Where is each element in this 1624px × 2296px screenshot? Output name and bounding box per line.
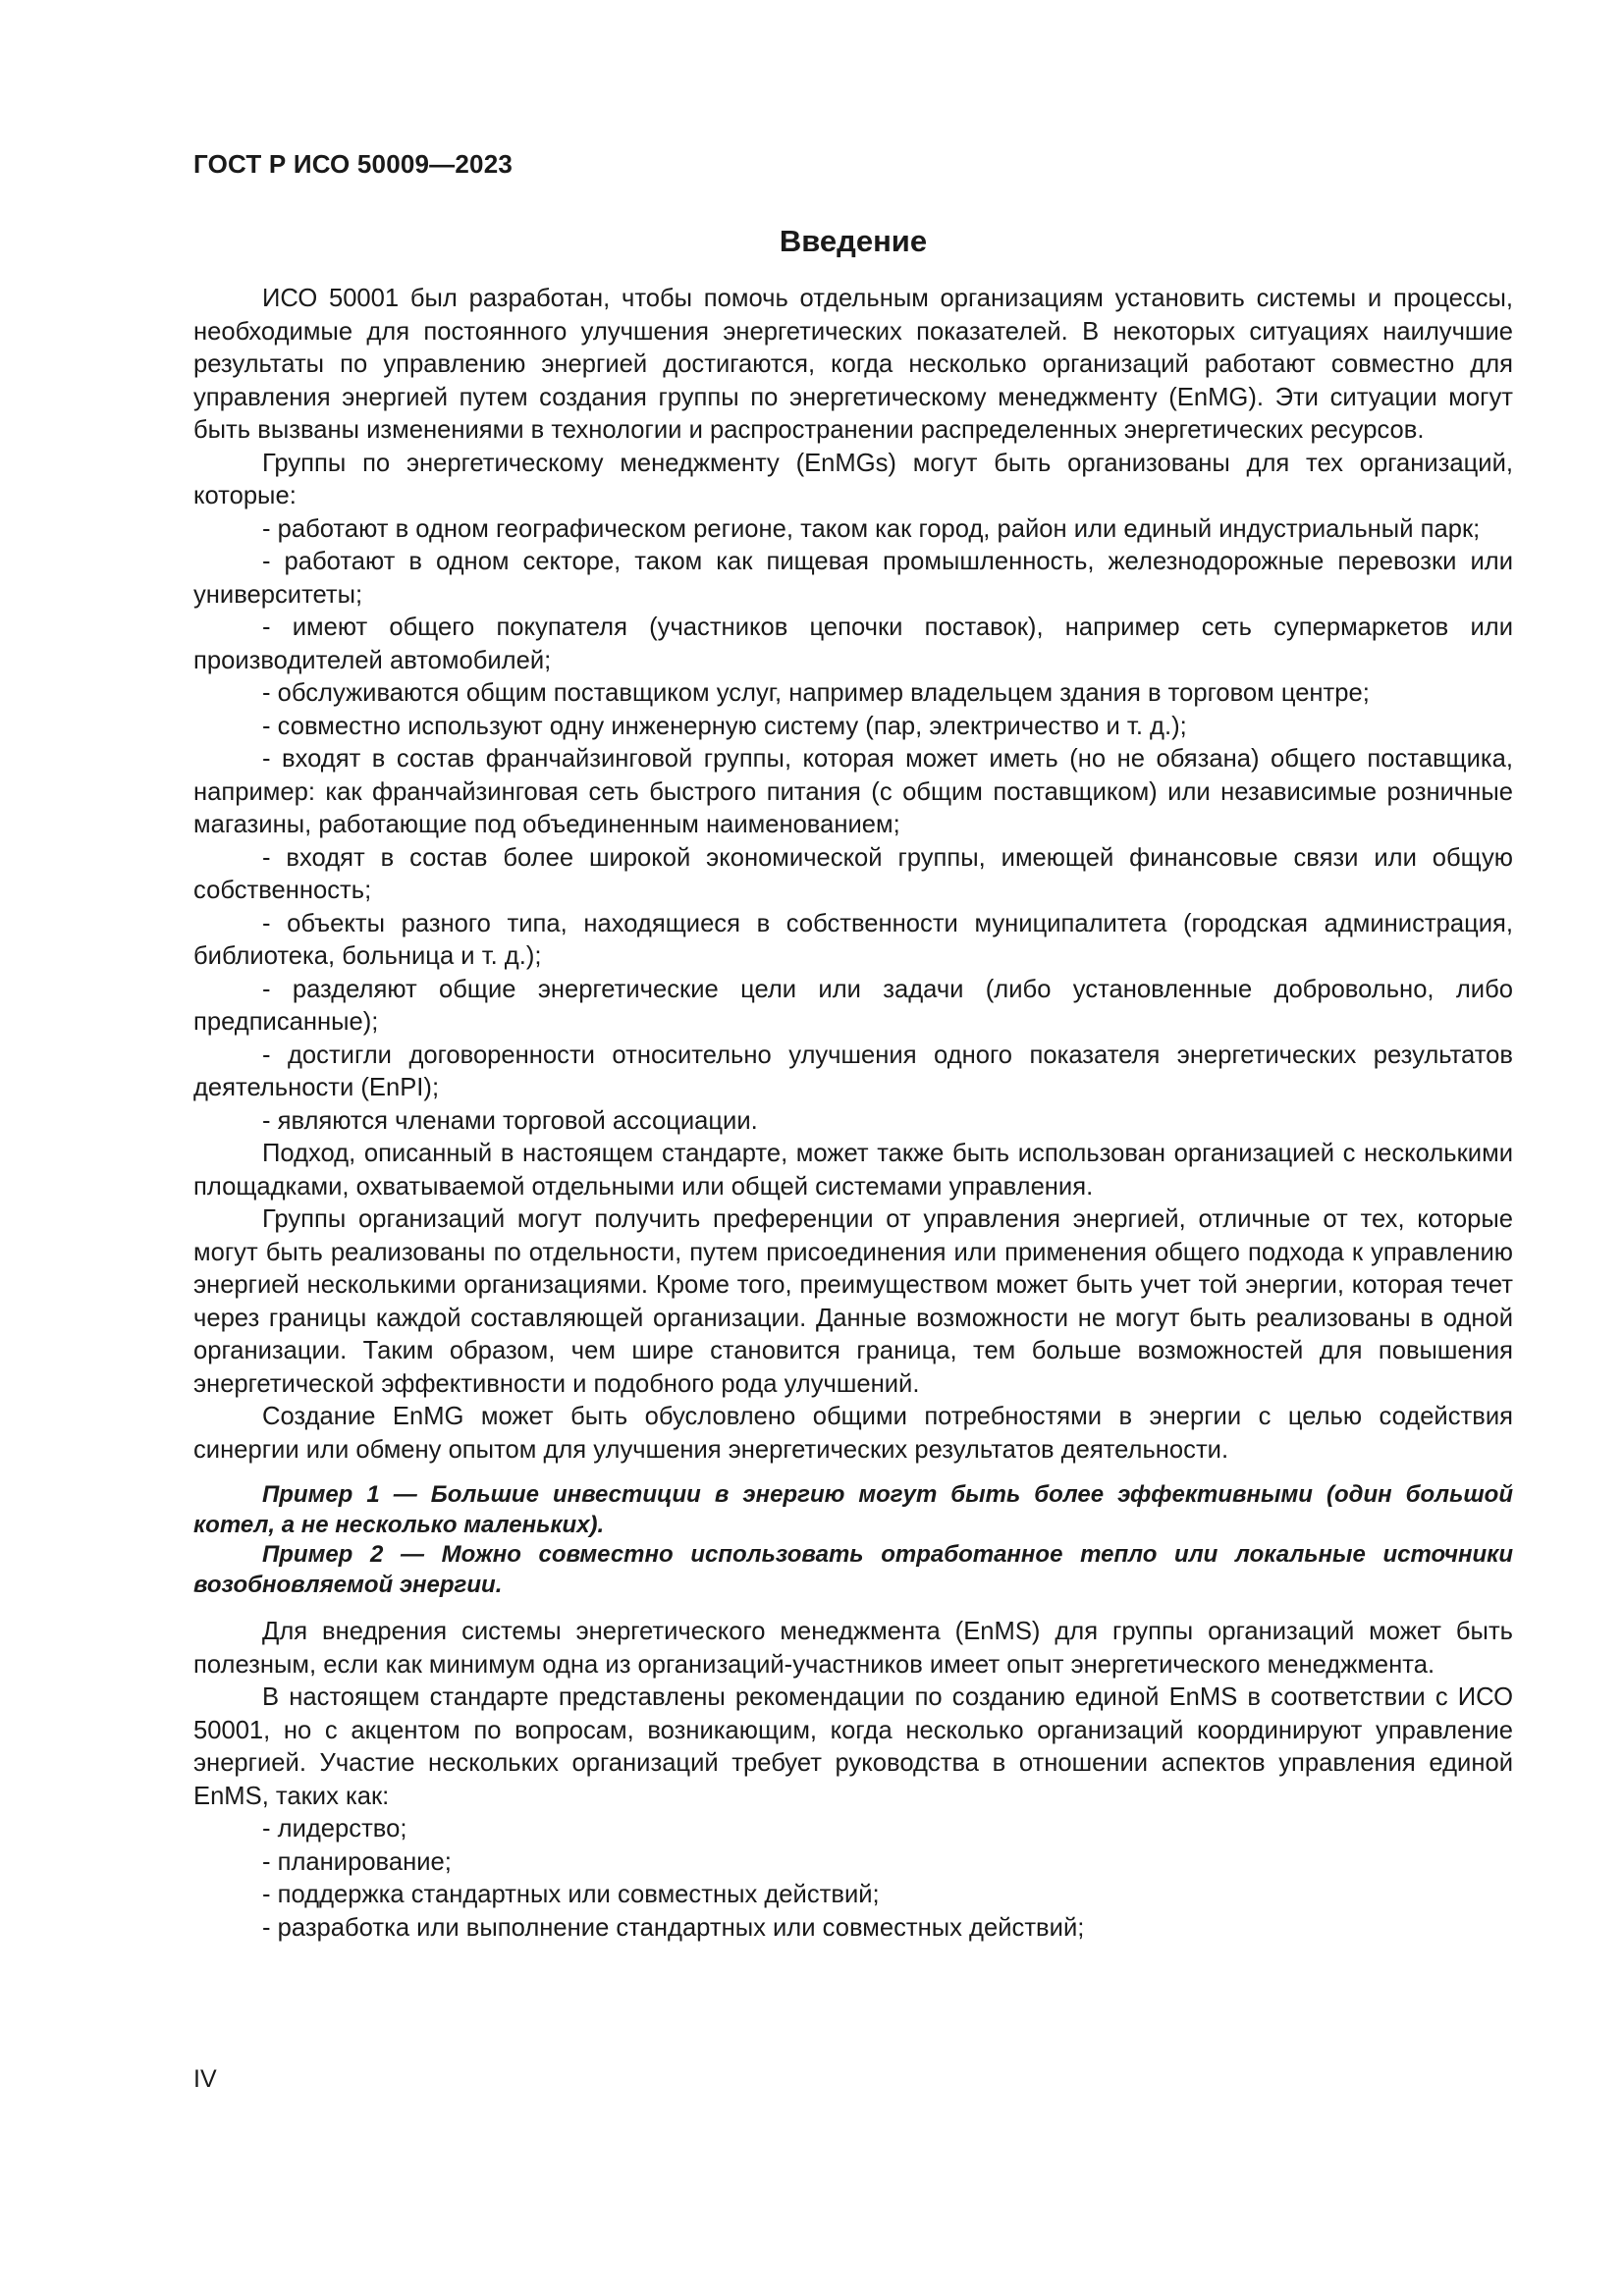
list-item: - имеют общего покупателя (участников цепочки поставок), например сеть супермаркетов или производителей автомобилей; bbox=[193, 614, 1513, 674]
paragraph: Группы по энергетическому менеджменту (EnMGs) могут быть организованы для тех организаций, которые: bbox=[193, 449, 1513, 509]
list-item: - являются членами торговой ассоциации. bbox=[262, 1106, 758, 1135]
document-code: ГОСТ Р ИСО 50009—2023 bbox=[193, 149, 514, 179]
paragraph: ИСО 50001 был разработан, чтобы помочь отдельным организациям установить системы и процессы, необходимые для постоянного улучшения энергетических показателей. В некоторых ситуациях наилучшие результаты по управлению энергией достигаются, когда несколько организаций работают совместно для управления энергией путем создания группы по энергетическому менеджменту (EnMG). Эти ситуации могут быть вызваны изменениями в технологии и распространении распределенных энергетических ресурсов. bbox=[193, 285, 1513, 444]
list-item: - поддержка стандартных или совместных действий; bbox=[262, 1881, 880, 1908]
example-2: Пример 2 — Можно совместно использовать отработанное тепло или локальные источники возобновляемой энергии. bbox=[193, 1541, 1513, 1598]
list-item: - совместно используют одну инженерную систему (пар, электричество и т. д.); bbox=[262, 712, 1187, 740]
paragraph: Создание EnMG может быть обусловлено общими потребностями в энергии с целью содействия синергии или обмену опытом для улучшения энергетических результатов деятельности. bbox=[193, 1403, 1513, 1464]
paragraph: В настоящем стандарте представлены рекомендации по созданию единой EnMS в соответствии с ИСО 50001, но с акцентом по вопросам, возникающим, когда несколько организаций координируют управление энергией. Участие нескольких организаций требует руководства в отношении аспектов управления единой EnMS, таких как: bbox=[193, 1683, 1513, 1810]
list-item: - разработка или выполнение стандартных или совместных действий; bbox=[262, 1913, 1085, 1942]
list-item: - входят в состав франчайзинговой группы, которая может иметь (но не обязана) общего поставщика, например: как франчайзинговая сеть быстрого питания (с общим поставщиком) или независимые розничные магазины, работающие под объединенным наименованием; bbox=[193, 745, 1513, 838]
list-item: - объекты разного типа, находящиеся в собственности муниципалитета (городская администрация, библиотека, больница и т. д.); bbox=[193, 909, 1513, 970]
list-item: - работают в одном секторе, таком как пищевая промышленность, железнодорожные перевозки или университеты; bbox=[193, 548, 1513, 609]
list-item: - лидерство; bbox=[262, 1815, 407, 1842]
paragraph: Для внедрения системы энергетического менеджмента (EnMS) для группы организаций может быть полезным, если как минимум одна из организаций-участников имеет опыт энергетического менеджмента. bbox=[193, 1618, 1513, 1679]
list-item: - разделяют общие энергетические цели или задачи (либо установленные добровольно, либо предписанные); bbox=[193, 975, 1513, 1036]
paragraph: Группы организаций могут получить преференции от управления энергией, отличные от тех, которые могут быть реализованы по отдельности, путем присоединения или применения общего подхода к управлению энергией несколькими организациями. Кроме того, преимуществом может быть учет той энергии, которая течет через границы каждой составляющей организации. Данные возможности не могут быть реализованы в одной организации. Таким образом, чем шире становится граница, тем больше возможностей для повышения энергетической эффективности и подобного рода улучшений. bbox=[193, 1205, 1513, 1398]
list-item: - входят в состав более широкой экономической группы, имеющей финансовые связи или общую собственность; bbox=[193, 843, 1513, 904]
list-item: - обслуживаются общим поставщиком услуг, например владельцем здания в торговом центре; bbox=[262, 679, 1370, 707]
example-1: Пример 1 — Большие инвестиции в энергию могут быть более эффективными (один большой котел, а не несколько маленьких). bbox=[193, 1481, 1513, 1538]
page-number: IV bbox=[193, 2065, 217, 2093]
list-item: - работают в одном географическом регионе, таком как город, район или единый индустриальный парк; bbox=[262, 514, 1481, 543]
list-item: - планирование; bbox=[262, 1847, 452, 1876]
list-item: - достигли договоренности относительно улучшения одного показателя энергетических результатов деятельности (EnPI); bbox=[193, 1041, 1513, 1101]
paragraph: Подход, описанный в настоящем стандарте, может также быть использован организацией с несколькими площадками, охватываемой отдельными или общей системами управления. bbox=[193, 1140, 1513, 1201]
section-body bbox=[193, 283, 1513, 1945]
section-title: Введение bbox=[779, 224, 928, 258]
